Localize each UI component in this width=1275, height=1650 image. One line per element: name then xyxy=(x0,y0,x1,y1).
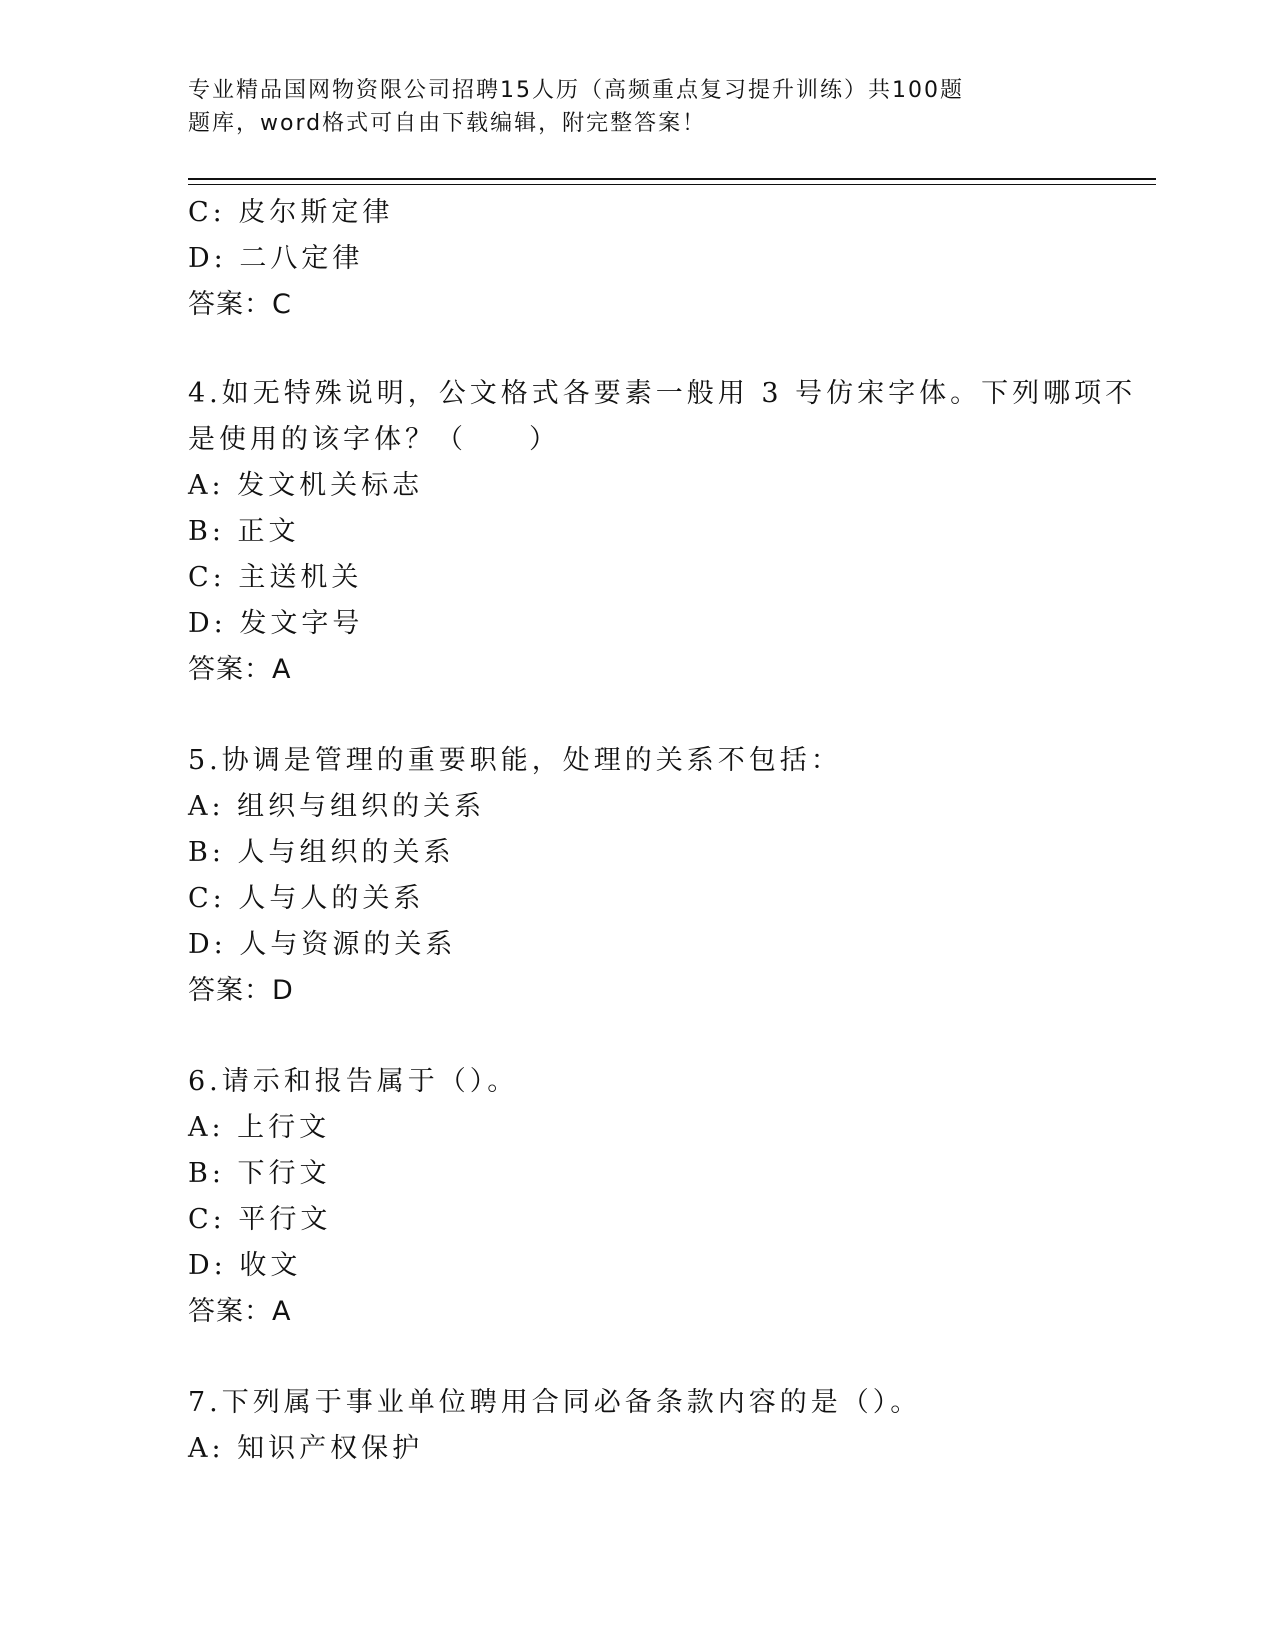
answer: 答案：C xyxy=(188,289,292,320)
answer: 答案：A xyxy=(188,1296,292,1327)
question-5 xyxy=(188,738,1156,1014)
question-stem: 4.如无特殊说明，公文格式各要素一般用 3 号仿宋字体。下列哪项不 xyxy=(188,378,1137,409)
question-3-tail xyxy=(188,190,1156,328)
option-c: C: 人与人的关系 xyxy=(188,883,425,914)
header-divider-thin xyxy=(188,184,1156,185)
question-stem: 7.下列属于事业单位聘用合同必备条款内容的是（）。 xyxy=(188,1387,922,1418)
option-b: B: 人与组织的关系 xyxy=(188,837,455,868)
document-header xyxy=(188,74,1018,140)
option-b: B: 正文 xyxy=(188,516,300,547)
option-d: D: 二八定律 xyxy=(188,243,364,274)
option-c: C: 皮尔斯定律 xyxy=(188,197,394,228)
question-list xyxy=(188,190,1156,1472)
question-stem-continued: 是使用的该字体？（ ） xyxy=(188,424,560,455)
question-4 xyxy=(188,371,1156,693)
option-d: D: 收文 xyxy=(188,1250,302,1281)
question-6 xyxy=(188,1059,1156,1335)
question-7 xyxy=(188,1380,1156,1472)
option-a: A: 发文机关标志 xyxy=(188,470,424,501)
answer: 答案：A xyxy=(188,654,292,685)
header-title-line-1: 专业精品国网物资限公司招聘15人历（高频重点复习提升训练）共100题 xyxy=(188,78,964,103)
header-title-line-2: 题库，word格式可自由下载编辑，附完整答案！ xyxy=(188,111,707,136)
option-a: A: 知识产权保护 xyxy=(188,1433,424,1464)
option-a: A: 组织与组织的关系 xyxy=(188,791,486,822)
header-divider-thick xyxy=(188,178,1156,180)
option-c: C: 主送机关 xyxy=(188,562,363,593)
option-c: C: 平行文 xyxy=(188,1204,332,1235)
option-b: B: 下行文 xyxy=(188,1158,331,1189)
option-a: A: 上行文 xyxy=(188,1112,331,1143)
option-d: D: 人与资源的关系 xyxy=(188,929,457,960)
answer: 答案：D xyxy=(188,975,294,1006)
question-stem: 6.请示和报告属于（）。 xyxy=(188,1066,519,1097)
question-stem: 5.协调是管理的重要职能，处理的关系不包括： xyxy=(188,745,842,776)
option-d: D: 发文字号 xyxy=(188,608,364,639)
